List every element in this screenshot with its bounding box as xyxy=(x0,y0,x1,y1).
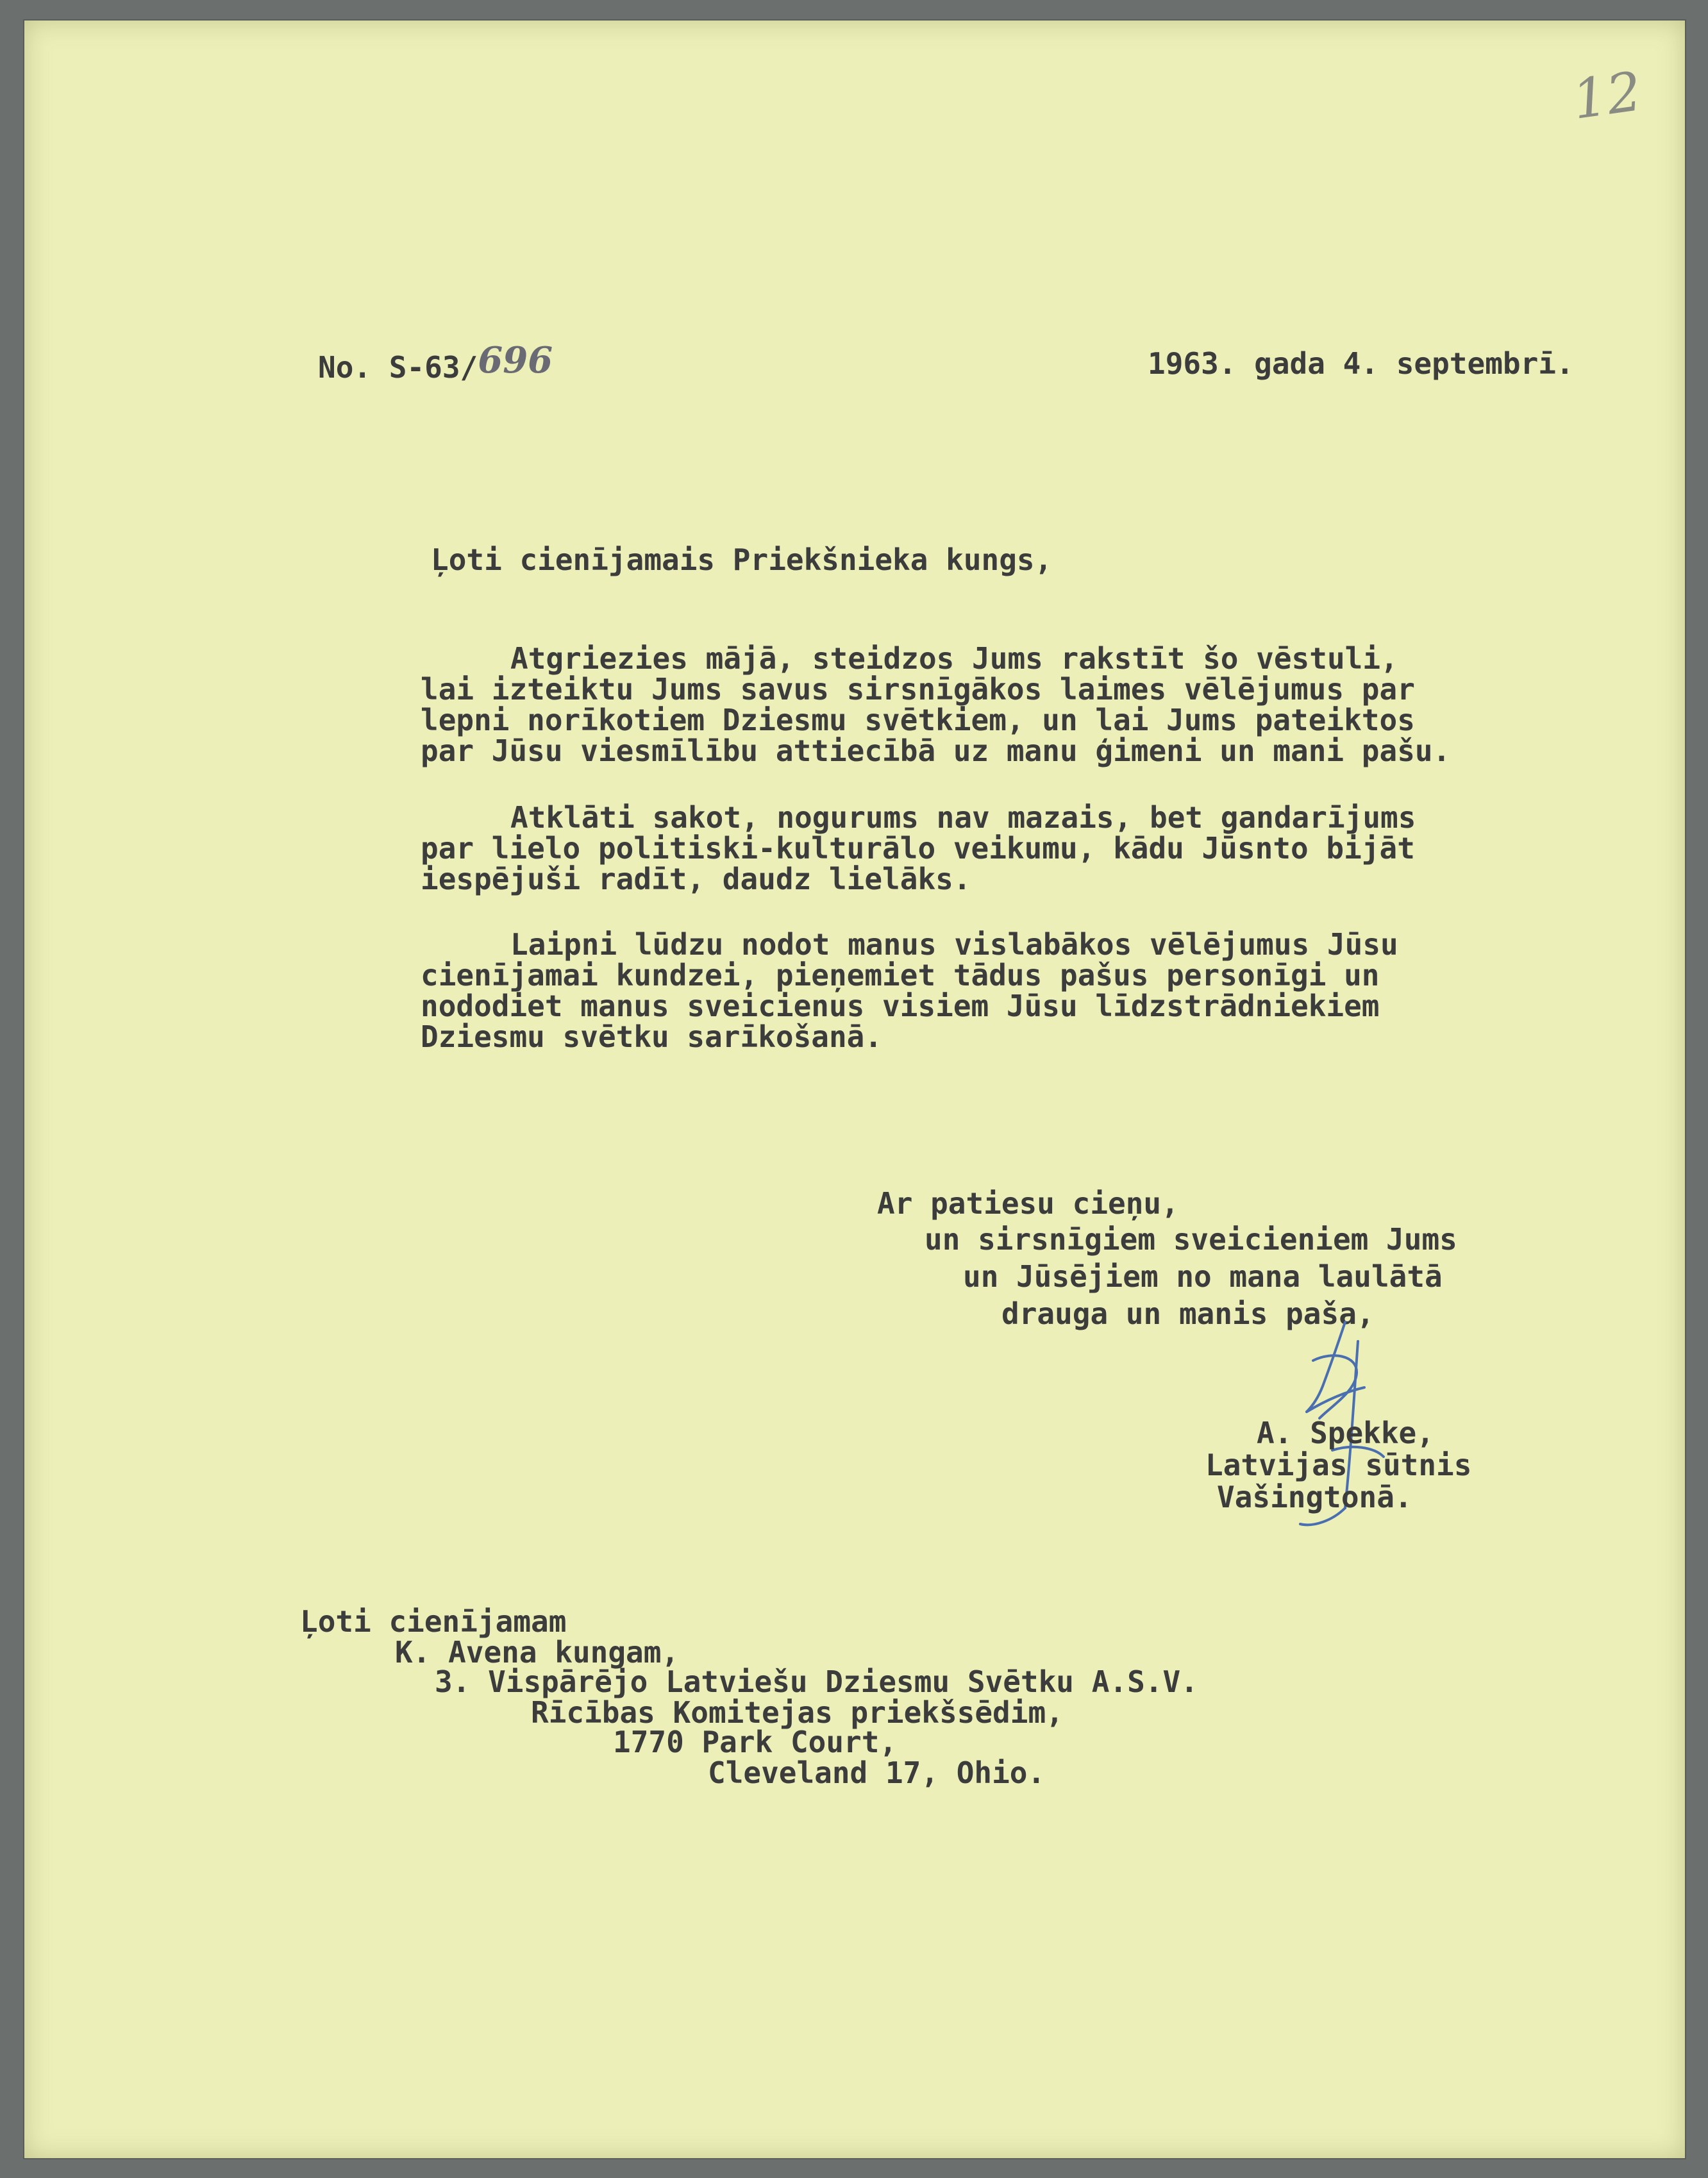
reference-number xyxy=(318,339,553,385)
paragraph-1-line-1: Atgriezies mājā, steidzos Jums rakstīt šo vēstuli, xyxy=(510,641,1398,676)
signatory-name: A. Spekke, xyxy=(1257,1416,1434,1450)
address-line-5: 1770 Park Court, xyxy=(613,1725,898,1759)
address-line-6: Cleveland 17, Ohio. xyxy=(708,1755,1046,1790)
reference-number-handwritten: 696 xyxy=(478,339,553,381)
paragraph-2-line-3: iespējuši radīt, daudz lielāks. xyxy=(421,862,971,896)
letter-sheet xyxy=(23,19,1686,2159)
reference-number-typed: No. S-63/ xyxy=(318,350,478,385)
closing-line-1: Ar patiesu cieņu, xyxy=(877,1186,1179,1221)
address-line-3: 3. Vispārējo Latviešu Dziesmu Svētku A.S.V. xyxy=(435,1664,1198,1699)
paragraph-3-line-3: nododiet manus sveicienus visiem Jūsu līdzstrādniekiem xyxy=(421,989,1380,1023)
address-line-1: Ļoti cienījamam xyxy=(300,1604,567,1639)
address-line-4: Rīcības Komitejas priekšsēdim, xyxy=(531,1695,1064,1730)
closing-line-2: un sirsnīgiem sveicieniem Jums xyxy=(925,1222,1457,1257)
closing-line-3: un Jūsējiem no mana laulātā xyxy=(963,1259,1443,1294)
signatory-title-line-2: Vašingtonā. xyxy=(1217,1480,1412,1514)
signatory-title-line-1: Latvijas sūtnis xyxy=(1205,1448,1472,1482)
closing-line-4: drauga un manis paša, xyxy=(1001,1296,1375,1331)
letter-date: 1963. gada 4. septembrī. xyxy=(1148,346,1574,381)
paragraph-2-line-2: par lielo politiski-kulturālo veikumu, kādu Jūsnto bijāt xyxy=(421,831,1415,866)
paragraph-3-line-2: cienījamai kundzei, pieņemiet tādus pašus personīgi un xyxy=(421,958,1380,993)
paragraph-3-line-1: Laipni lūdzu nodot manus vislabākos vēlējumus Jūsu xyxy=(510,927,1398,962)
paragraph-1-line-3: lepni norīkotiem Dziesmu svētkiem, un lai Jums pateiktos xyxy=(421,703,1415,737)
paragraph-1-line-2: lai izteiktu Jums savus sirsnīgākos laimes vēlējumus par xyxy=(421,672,1415,707)
folio-number: 12 xyxy=(1568,60,1646,131)
paragraph-1-line-4: par Jūsu viesmīlību attiecībā uz manu ģimeni un mani pašu. xyxy=(421,733,1451,768)
paragraph-2-line-1: Atklāti sakot, nogurums nav mazais, bet gandarījums xyxy=(510,800,1416,835)
paragraph-3-line-4: Dziesmu svētku sarīkošanā. xyxy=(421,1019,883,1054)
salutation: Ļoti cienījamais Priekšnieka kungs, xyxy=(431,542,1053,577)
address-line-2: K. Avena kungam, xyxy=(395,1635,680,1670)
